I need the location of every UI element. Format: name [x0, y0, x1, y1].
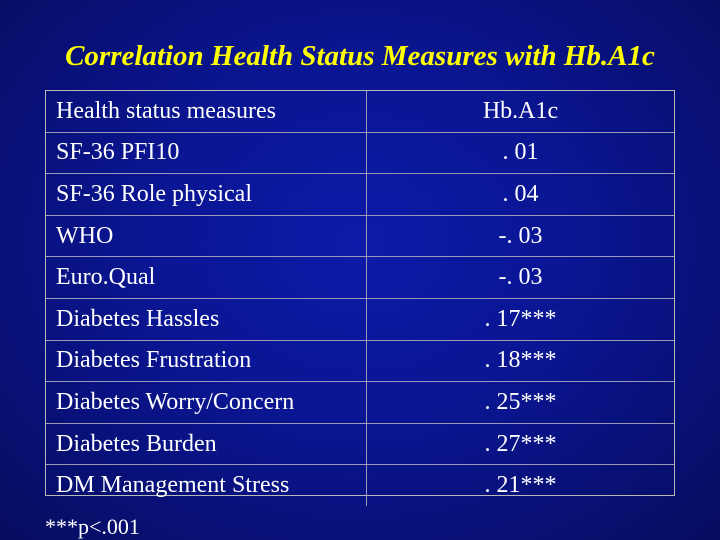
measure-cell: SF-36 Role physical [46, 174, 367, 216]
table-row [46, 382, 674, 424]
table-row [46, 215, 674, 257]
table-row [46, 340, 674, 382]
header-measure-cell: Health status measures [46, 91, 367, 132]
measure-cell: Euro.Qual [46, 257, 367, 299]
value-cell: . 01 [367, 132, 675, 174]
slide-title: Correlation Health Status Measures with Hb.A1c [65, 40, 655, 72]
correlation-table [45, 90, 675, 499]
measure-cell: Diabetes Worry/Concern [46, 382, 367, 424]
measure-cell: SF-36 PFI10 [46, 132, 367, 174]
table-row [46, 465, 674, 506]
table-row [46, 257, 674, 299]
measure-cell: Diabetes Frustration [46, 340, 367, 382]
measure-cell: WHO [46, 215, 367, 257]
value-cell: . 25*** [367, 382, 675, 424]
table-row [46, 132, 674, 174]
value-cell: -. 03 [367, 257, 675, 299]
table-row [46, 298, 674, 340]
significance-footnote: ***p<.001 [45, 514, 140, 539]
measure-cell: Diabetes Hassles [46, 298, 367, 340]
header-value-cell: Hb.A1c [367, 91, 675, 132]
table-row [46, 174, 674, 216]
value-cell: . 04 [367, 174, 675, 216]
measure-cell: DM Management Stress [46, 465, 367, 506]
table-header-row [46, 91, 674, 132]
value-cell: . 27*** [367, 423, 675, 465]
value-cell: -. 03 [367, 215, 675, 257]
table-row [46, 423, 674, 465]
value-cell: . 17*** [367, 298, 675, 340]
value-cell: . 21*** [484, 472, 557, 499]
value-cell: . 18*** [367, 340, 675, 382]
measure-cell: Diabetes Burden [46, 423, 367, 465]
